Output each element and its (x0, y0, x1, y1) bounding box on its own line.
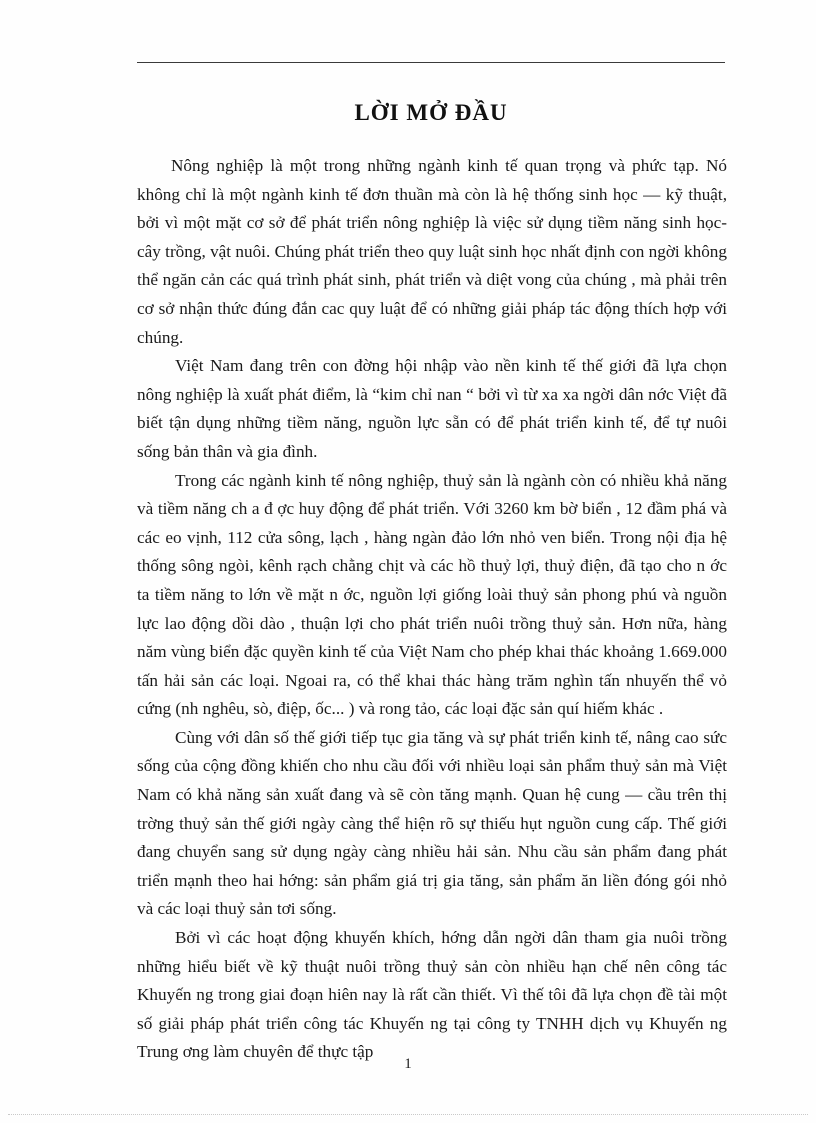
paragraph-4: Cùng với dân số thế giới tiếp tục gia tăng và sự phát triển kinh tế, nâng cao sức sống của cộng đồng khiến cho nhu cầu đối với nhiều loại sản phẩm thuỷ sản mà Việt Nam có khả năng sản xuất đang và sẽ còn tăng mạnh. Quan hệ cung — cầu trên thị trờng thuỷ sản thế giới ngày càng thể hiện rõ sự thiếu hụt nguồn cung cấp. Thế giới đang chuyển sang sử dụng ngày càng nhiều hải sản. Nhu cầu sản phẩm đang phát triển mạnh theo hai hớng: sản phẩm giá trị gia tăng, sản phẩm ăn liền đóng gói nhỏ và các loại thuỷ sản tơi sống. (137, 727, 727, 919)
page-number: 1 (404, 1056, 412, 1072)
page-title: LỜI MỞ ĐẦU (354, 100, 508, 125)
document-body (137, 152, 727, 1067)
paragraph-2: Việt Nam đang trên con đờng hội nhập vào nền kinh tế thế giới đã lựa chọn nông nghiệp là xuất phát điểm, là “kim chỉ nan “ bởi vì từ xa xa ngời dân nớc Việt đã biết tận dụng những tiềm năng, nguồn lực sẵn có để phát triển kinh tế, để tự nuôi sống bản thân và gia đình. (137, 356, 727, 461)
header-divider (137, 62, 725, 63)
footer-divider (8, 1114, 808, 1115)
paragraph-1: Nông nghiệp là một trong những ngành kinh tế quan trọng và phức tạp. Nó không chỉ là một ngành kinh tế đơn thuần mà còn là hệ thống sinh học — kỹ thuật, bởi vì một mặt cơ sở để phát triển nông nghiệp là việc sử dụng tiềm năng sinh học- cây trồng, vật nuôi. Chúng phát triển theo quy luật sinh học nhất định con ngời không thể ngăn cản các quá trình phát sinh, phát triển và diệt vong của chúng , mà phải trên cơ sở nhận thức đúng đắn cac quy luật để có những giải pháp tác động thích hợp với chúng. (137, 156, 727, 347)
paragraph-3: Trong các ngành kinh tế nông nghiệp, thuỷ sản là ngành còn có nhiều khả năng và tiềm năng ch a đ ợc huy động để phát triển. Với 3260 km bờ biển , 12 đầm phá và các eo vịnh, 112 cửa sông, lạch , hàng ngàn đảo lớn nhỏ ven biển. Trong nội địa hệ thống sông ngòi, kênh rạch chằng chịt và các hồ thuỷ lợi, thuỷ điện, đã tạo cho n ớc ta tiềm năng to lớn về mặt n ớc, nguồn lợi giống loài thuỷ sản phong phú và nguồn lực lao động dồi dào , thuận lợi cho phát triển nuôi trồng thuỷ sản. Hơn nữa, hàng năm vùng biển đặc quyền kinh tế của Việt Nam cho phép khai thác khoảng 1.669.000 tấn hải sản các loại. Ngoai ra, có thể khai thác hàng trăm nghìn tấn nhuyến thể vỏ cứng (nh nghêu, sò, điệp, ốc... ) và rong tảo, các loại đặc sản quí hiếm khác . (137, 470, 727, 719)
paragraph-5: Bởi vì các hoạt động khuyến khích, hớng dẫn ngời dân tham gia nuôi trồng những hiểu biết về kỹ thuật nuôi trồng thuỷ sản còn nhiều hạn chế nên công tác Khuyến ng trong giai đoạn hiên nay là rất cần thiết. Vì thế tôi đã lựa chọn đề tài một số giải pháp phát triển công tác Khuyến ng tại công ty TNHH dịch vụ Khuyến ng Trung ơng làm chuyên để thực tập (137, 928, 727, 1062)
